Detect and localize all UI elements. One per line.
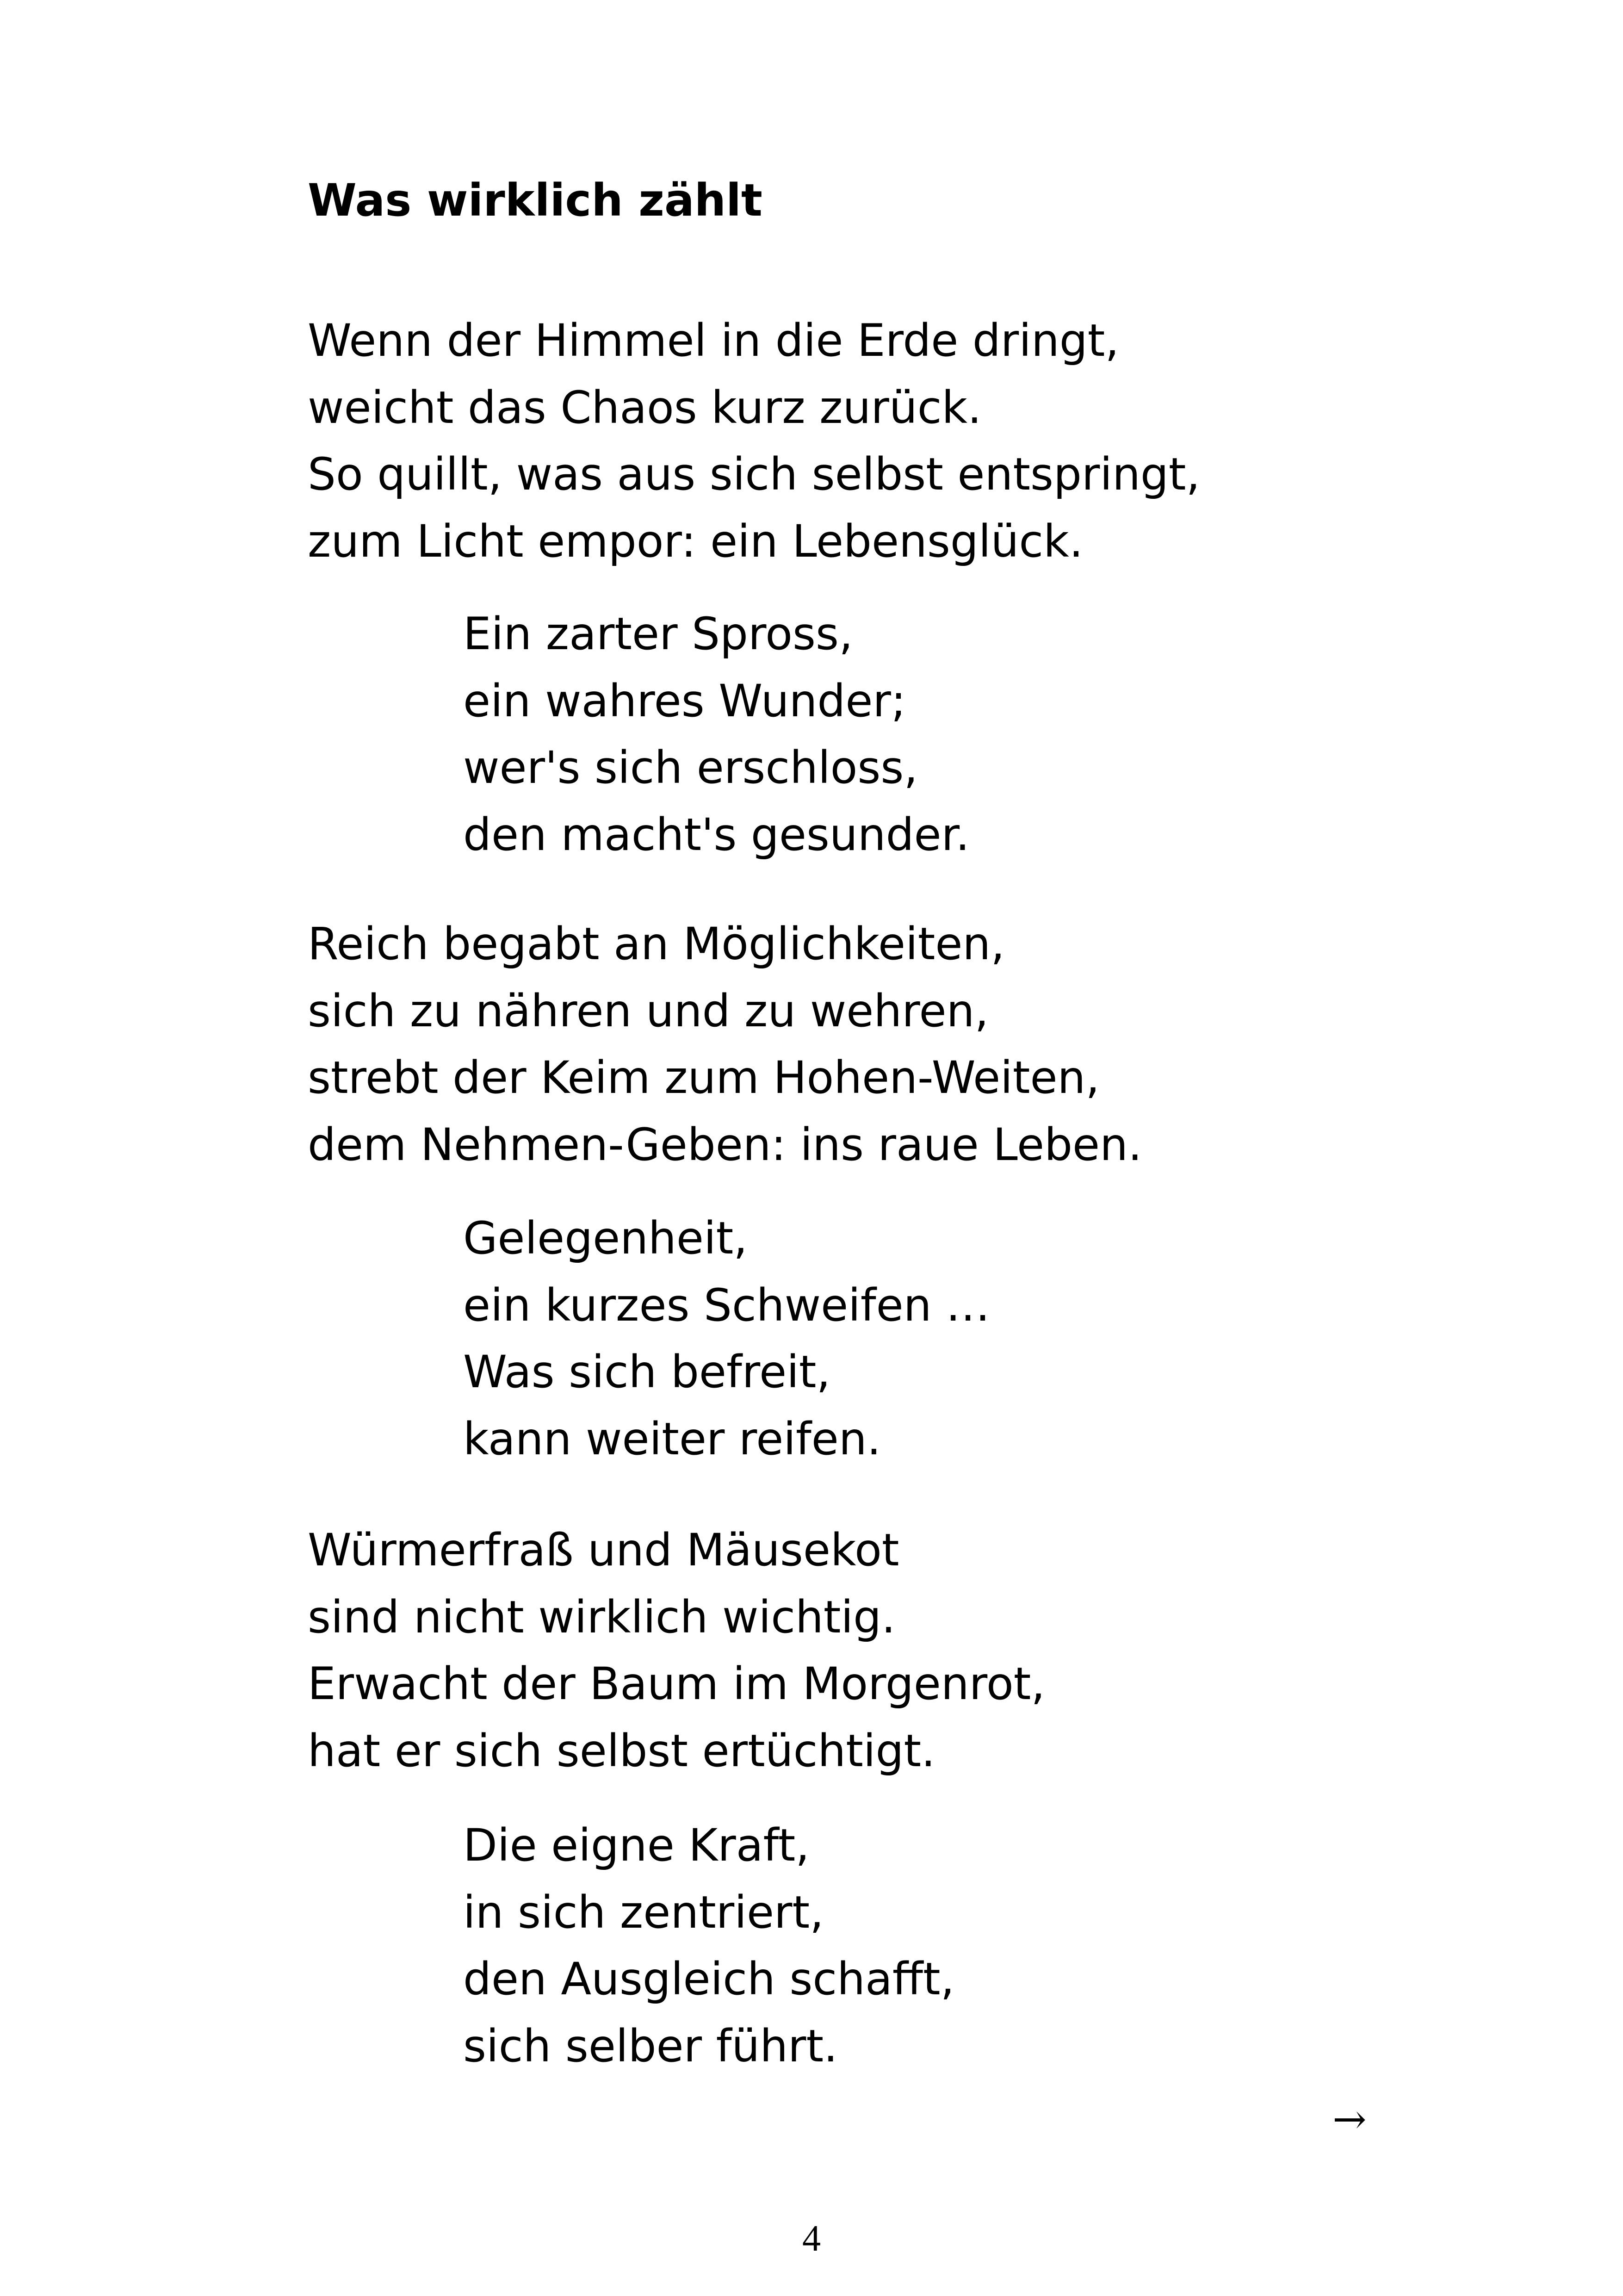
poem-line: ein wahres Wunder; <box>463 675 906 727</box>
poem-line: Reich begabt an Möglichkeiten, <box>308 918 1005 970</box>
continue-arrow-icon: → <box>1332 2095 1367 2143</box>
poem-line: Würmerfraß und Mäusekot <box>308 1524 899 1576</box>
stanza-1 <box>308 307 1200 575</box>
poem-line: Wenn der Himmel in die Erde dringt, <box>308 315 1119 366</box>
poem-line: sich zu nähren und zu wehren, <box>308 985 989 1037</box>
poem-line: Gelegenheit, <box>463 1212 748 1264</box>
poem-line: sind nicht wirklich wichtig. <box>308 1591 896 1643</box>
stanza-6-indented <box>463 1812 954 2079</box>
poem-line: weicht das Chaos kurz zurück. <box>308 381 982 434</box>
poem-line: Was sich befreit, <box>463 1346 831 1398</box>
poem-line: wer's sich erschloss, <box>463 742 918 794</box>
poem-line: sich selber führt. <box>463 2020 838 2072</box>
stanza-2-indented <box>463 601 970 868</box>
poem-line: Die eigne Kraft, <box>463 1819 810 1871</box>
page-number: 4 <box>802 2218 821 2259</box>
poem-line: ein kurzes Schweifen … <box>463 1279 991 1331</box>
stanza-3 <box>308 911 1142 1178</box>
poem-line: zum Licht empor: ein Lebensglück. <box>308 515 1084 567</box>
stanza-4-indented <box>463 1205 990 1472</box>
poem-line: Ein zarter Spross, <box>463 608 853 660</box>
poem-line: den macht's gesunder. <box>463 808 970 861</box>
stanza-5 <box>308 1517 1045 1784</box>
poem-line: So quillt, was aus sich selbst entspringt, <box>308 448 1200 500</box>
poem-line: hat er sich selbst ertüchtigt. <box>308 1725 935 1777</box>
poem-line: in sich zentriert, <box>463 1886 824 1938</box>
poem-line: dem Nehmen-Geben: ins raue Leben. <box>308 1118 1142 1171</box>
poem-line: Erwacht der Baum im Morgenrot, <box>308 1658 1045 1710</box>
poem-line: strebt der Keim zum Hohen-Weiten, <box>308 1052 1100 1104</box>
poem-line: den Ausgleich schafft, <box>463 1953 955 2005</box>
poem-line: kann weiter reifen. <box>463 1413 881 1465</box>
poem-title: Was wirklich zählt <box>308 174 762 226</box>
